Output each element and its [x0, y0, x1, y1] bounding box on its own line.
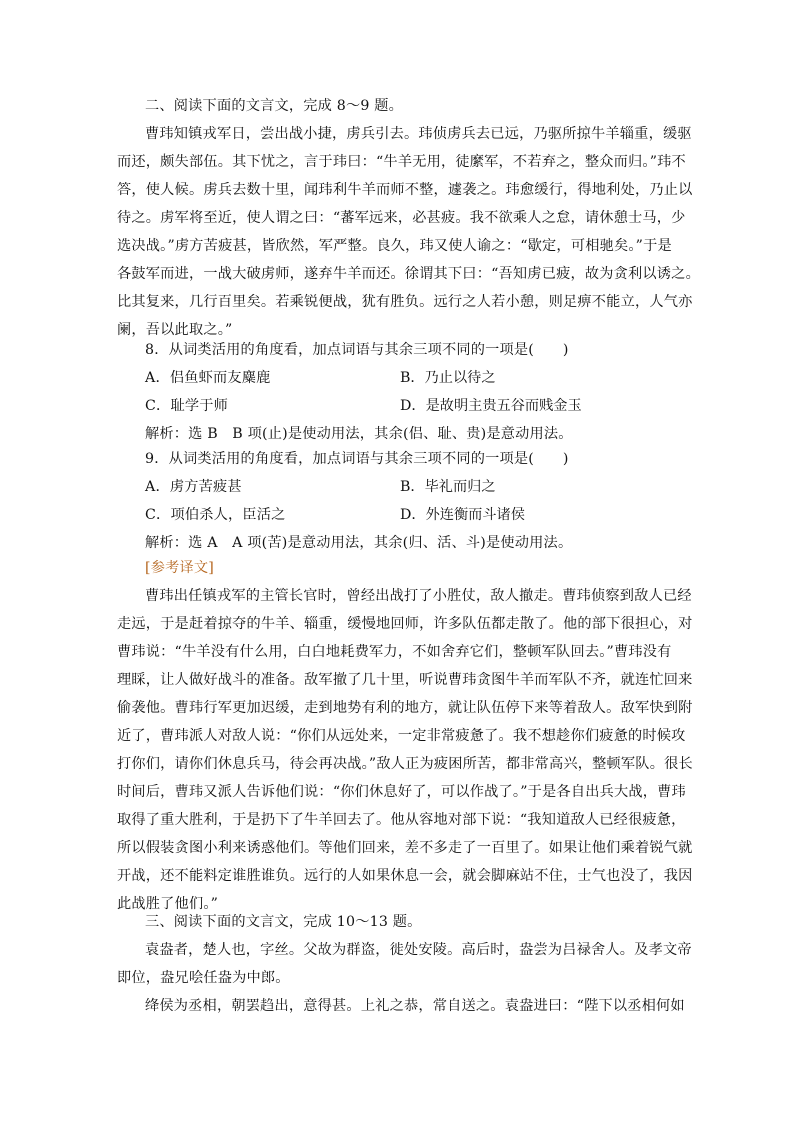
translation-line: 曹玮说：“牛羊没有什么用，白白地耗费军力，不如舍弃它们，整顿军队回去。”曹玮没有 — [117, 644, 672, 660]
translation-line: 开战，还不能料定谁胜谁负。远行的人如果休息一会，就会脚麻站不住，士气也没了，我因 — [117, 868, 693, 884]
translation-line: 理睬，让人做好战斗的准备。敌军撤了几十里，听说曹玮贪图牛羊而军队不齐，就连忙回来 — [117, 672, 693, 688]
question-9-option-c: C．项伯杀人，臣活之 — [145, 507, 286, 523]
translation-line: 所以假装贪图小利来诱惑他们。等他们回来，差不多走了一百里了。如果让他们乘着锐气就 — [117, 840, 693, 856]
passage-line: 待之。虏军将至近，使人谓之曰：“蕃军远来，必甚疲。我不欲乘人之怠，请休憩士马，少 — [117, 210, 686, 226]
passage-line: 即位，盎兄哙任盎为中郎。 — [117, 970, 290, 986]
question-8-analysis: 解析：选 B B 项(止)是使动用法，其余(侣、耻、贵)是意动用法。 — [145, 426, 573, 442]
section3-heading: 三、阅读下面的文言文，完成 10～13 题。 — [145, 914, 422, 930]
passage-line: 阑，吾以此取之。” — [117, 322, 233, 338]
passage-line: 各鼓军而进，一战大破虏师，遂弃牛羊而还。徐谓其下曰：“吾知虏已疲，故为贪利以诱之。 — [117, 266, 700, 282]
passage-line: 而还，颇失部伍。其下忧之，言于玮曰：“牛羊无用，徒縻军，不若弃之，整众而归。”玮不 — [117, 154, 686, 170]
passage-line: 曹玮知镇戎军日，尝出战小捷，虏兵引去。玮侦虏兵去已远，乃驱所掠牛羊辎重，缓驱 — [145, 126, 692, 142]
question-9-option-a: A．虏方苦疲甚 — [145, 479, 242, 495]
reference-translation-label: [参考译文] — [145, 560, 215, 576]
question-8-option-a: A．侣鱼虾而友麋鹿 — [145, 370, 271, 386]
passage-line: 袁盎者，楚人也，字丝。父故为群盗，徙处安陵。高后时，盎尝为吕禄舍人。及孝文帝 — [145, 942, 692, 958]
translation-line: 时间后，曹玮又派人告诉他们说：“你们休息好了，可以作战了。”于是各自出兵大战，曹玮 — [117, 784, 686, 800]
question-9-option-b: B．毕礼而归之 — [400, 479, 496, 495]
question-9-stem: 9．从词类活用的角度看，加点词语与其余三项不同的一项是( ) — [145, 451, 569, 467]
translation-line: 近了，曹玮派人对敌人说：“你们从远处来，一定非常疲惫了。我不想趁你们疲惫的时候攻 — [117, 728, 686, 744]
translation-line: 走远，于是赶着掠夺的牛羊、辎重，缓慢地回师，许多队伍都走散了。他的部下很担心，对 — [117, 616, 693, 632]
translation-line: 打你们，请你们休息兵马，待会再决战。”敌人正为疲困所苦，都非常高兴，整顿军队。很长 — [117, 756, 693, 772]
question-8-option-d: D．是故明主贵五谷而贱金玉 — [400, 398, 582, 414]
question-8-stem: 8．从词类活用的角度看，加点词语与其余三项不同的一项是( ) — [145, 342, 569, 358]
translation-line: 取得了重大胜利，于是扔下了牛羊回去了。他从容地对部下说：“我知道敌人已经很疲惫， — [117, 812, 686, 828]
question-9-option-d: D．外连衡而斗诸侯 — [400, 507, 525, 523]
translation-line: 偷袭他。曹玮行军更加迟缓，走到地势有利的地方，就让队伍停下来等着敌人。敌军快到附 — [117, 700, 693, 716]
passage-line: 答，使人候。虏兵去数十里，闻玮利牛羊而师不整，遽袭之。玮愈缓行，得地利处，乃止以 — [117, 182, 693, 198]
translation-line: 曹玮出任镇戎军的主管长官时，曾经出战打了小胜仗，敌人撤走。曹玮侦察到敌人已经 — [145, 588, 692, 604]
question-9-analysis: 解析：选 A A 项(苦)是意动用法，其余(归、活、斗)是使动用法。 — [145, 535, 573, 551]
passage-line: 比其复来，几行百里矣。若乘锐便战，犹有胜负。远行之人若小憩，则足痹不能立，人气亦 — [117, 294, 693, 310]
translation-line: 此战胜了他们。” — [117, 896, 219, 912]
question-8-option-b: B．乃止以待之 — [400, 370, 496, 386]
section2-heading: 二、阅读下面的文言文，完成 8～9 题。 — [145, 98, 404, 114]
passage-line: 选决战。”虏方苦疲甚，皆欣然，军严整。良久，玮又使人谕之：“歇定，可相驰矣。”于是 — [117, 238, 672, 254]
passage-line: 绛侯为丞相，朝罢趋出，意得甚。上礼之恭，常自送之。袁盎进曰：“陛下以丞相何如 — [145, 998, 685, 1014]
question-8-option-c: C．耻学于师 — [145, 398, 228, 414]
